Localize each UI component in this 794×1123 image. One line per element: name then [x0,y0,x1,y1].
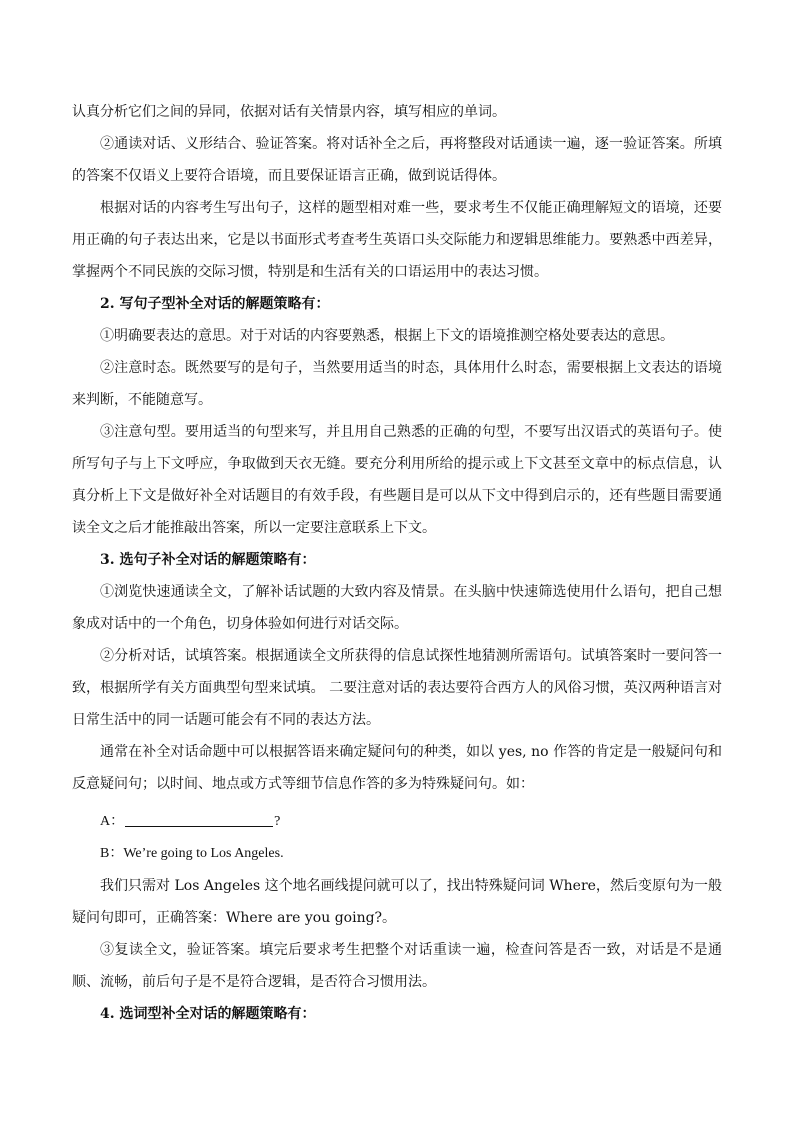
paragraph: ①浏览快速通读全文，了解补话试题的大致内容及情景。在头脑中快速筛选使用什么语句，把自己想象成对话中的一个角色，切身体验如何进行对话交际。 [72,584,722,632]
paragraph: ①明确要表达的意思。对于对话的内容要熟悉，根据上下文的语境推测空格处要表达的意思。 [100,328,674,344]
paragraph: ②通读对话、义形结合、验证答案。将对话补全之后，再将整段对话通读一遍，逐一验证答案。所填的答案不仅语义上要符合语境，而且要保证语言正确，做到说话得体。 [72,136,722,184]
section-heading-3: 3. 选句子补全对话的解题策略有： [100,552,316,568]
section-heading-4: 4. 选词型补全对话的解题策略有： [100,1006,316,1022]
dialog-line-a [100,806,280,838]
dialog-line-b: B：We’re going to Los Angeles. [100,846,284,861]
paragraph: ③注意句型。要用适当的句型来写，并且用自己熟悉的正确的句型，不要写出汉语式的英语句子。使所写句子与上下文呼应，争取做到天衣无缝。要充分利用所给的提示或上下文甚至文章中的标点信息，认真分析上下文是做好补全对话题目的有效手段，有些题目是可以从下文中得到启示的，还有些题目需要通读全文之后才能推敲出答案，所以一定要注意联系上下文。 [72,424,722,536]
paragraph: 我们只需对 Los Angeles 这个地名画线提问就可以了，找出特殊疑问词 Where，然后变原句为一般疑问句即可，正确答案：Where are you going?。 [72,878,722,926]
paragraph: 通常在补全对话命题中可以根据答语来确定疑问句的种类，如以 yes, no 作答的肯定是一般疑问句和反意疑问句；以时间、地点或方式等细节信息作答的多为特殊疑问句。如： [72,744,722,792]
answer-blank [125,810,273,827]
dialog-speaker-a: A： [100,814,125,829]
paragraph: 根据对话的内容考生写出句子，这样的题型相对难一些，要求考生不仅能正确理解短文的语境，还要用正确的句子表达出来，它是以书面形式考查考生英语口头交际能力和逻辑思维能力。要熟悉中西差异，掌握两个不同民族的交际习惯，特别是和生活有关的口语运用中的表达习惯。 [72,200,722,280]
section-heading-2: 2. 写句子型补全对话的解题策略有： [100,296,330,312]
paragraph: ③复读全文，验证答案。填完后要求考生把整个对话重读一遍，检查问答是否一致，对话是不是通顺、流畅，前后句子是不是符合逻辑，是否符合习惯用法。 [72,942,722,990]
paragraph: 认真分析它们之间的异同，依据对话有关情景内容，填写相应的单词。 [72,104,506,120]
dialog-question-mark: ? [274,814,281,829]
paragraph: ②分析对话，试填答案。根据通读全文所获得的信息试探性地猜测所需语句。试填答案时一要问答一致，根据所学有关方面典型句型来试填。 二要注意对话的表达要符合西方人的风俗习惯，英汉两种语言对日常生活中的同一话题可能会有不同的表达方法。 [72,648,722,728]
paragraph: ②注意时态。既然要写的是句子，当然要用适当的时态，具体用什么时态，需要根据上文表达的语境来判断，不能随意写。 [72,360,722,408]
